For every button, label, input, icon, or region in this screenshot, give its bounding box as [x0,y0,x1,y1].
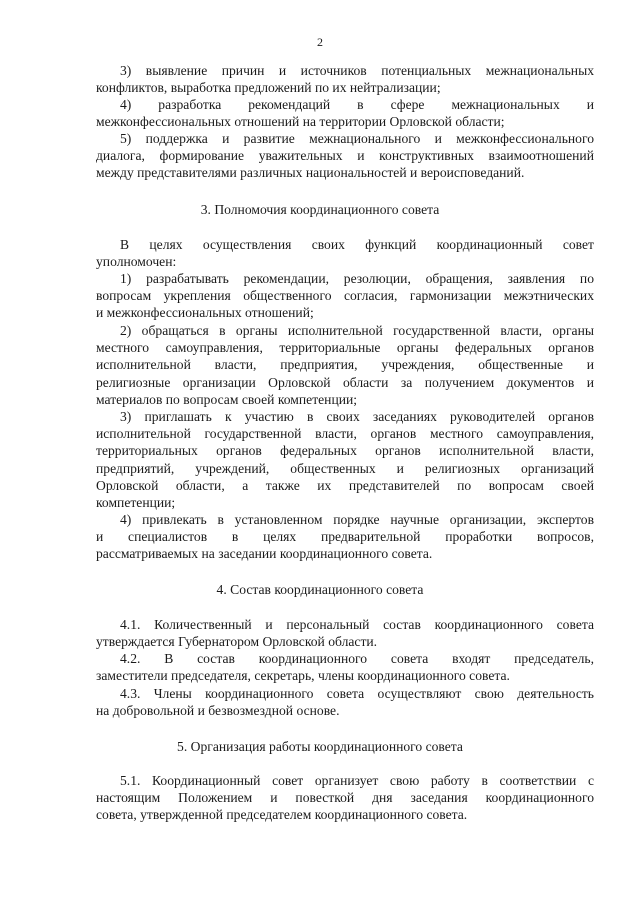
list-item [96,322,594,408]
text-line: 1) разрабатывать рекомендации, резолюции, обращения, заявления по [120,271,594,286]
text-line: и межконфессиональных отношений; [96,305,314,321]
text-line: 5.1. Координационный совет организует свою работу в соответствии с [120,773,594,788]
section-heading: 3. Полномочия координационного совета [200,202,440,217]
list-item [96,772,594,824]
text-line: межконфессиональных отношений на территории Орловской области; [96,114,505,130]
text-line: территориальных органов федеральных органов исполнительной власти, [96,443,594,459]
section-heading: 5. Организация работы координационного совета [177,739,463,754]
text-line: 5) поддержка и развитие межнационального и межконфессионального [120,131,594,146]
list-item [96,130,594,182]
text-line: конфликтов, выработка предложений по их нейтрализации; [96,80,441,96]
list-item [96,685,594,719]
text-line: 4) разработка рекомендаций в сфере межнациональных и [120,97,594,112]
text-line: 4.1. Количественный и персональный состав координационного совета [120,617,594,632]
text-line: на добровольной и безвозмездной основе. [96,703,340,719]
text-line: материалов по вопросам своей компетенции; [96,391,358,407]
text-line: исполнительной государственной власти, органов местного самоуправления, [96,426,594,442]
section-intro [96,236,594,270]
text-line: религиозные организации Орловской области за получением документов и [96,374,594,390]
section-heading: 4. Состав координационного совета [216,582,424,597]
page-number: 2 [317,35,323,49]
list-item [96,62,594,96]
list-item [96,650,594,684]
text-line: утверждается Губернатором Орловской области. [96,634,378,650]
text-line: между представителями различных национальностей и вероисповеданий. [96,165,525,181]
text-line: диалога, формирование уважительных и конструктивных взаимоотношений [96,148,594,164]
text-line: 4) привлекать в установленном порядке научные организации, экспертов [120,512,594,527]
list-item [96,408,594,511]
text-line: рассматриваемых на заседании координационного совета. [96,546,433,562]
text-line: Орловской области, а также их представителей по вопросам своей [96,477,594,493]
text-line: 4.3. Члены координационного совета осуществляют свою деятельность [120,686,594,701]
text-line: совета, утвержденной председателем координационного совета. [96,807,468,823]
text-line: 3) выявление причин и источников потенциальных межнациональных [120,63,594,78]
text-line: 3) приглашать к участию в своих заседаниях руководителей органов [120,409,594,424]
list-item [96,96,594,130]
text-line: исполнительной власти, предприятия, учреждения, общественные и [96,357,594,373]
text-line: 2) обращаться в органы исполнительной государственной власти, органы [120,323,594,338]
list-item [96,616,594,650]
text-line: местного самоуправления, территориальные органы федеральных органов [96,340,594,356]
list-item [96,270,594,322]
text-line: и специалистов в целях предварительной проработки вопросов, [96,529,594,545]
text-line: В целях осуществления своих функций координационный совет [120,237,594,252]
text-line: вопросам укрепления общественного согласия, гармонизации межэтнических [96,288,594,304]
text-line: заместители председателя, секретарь, члены координационного совета. [96,668,510,684]
text-line: уполномочен: [96,254,177,270]
text-line: настоящим Положением и повесткой дня заседания координационного [96,790,594,806]
text-line: компетенции; [96,494,176,510]
text-line: 4.2. В состав координационного совета входят председатель, [120,651,594,666]
text-line: предприятий, учреждений, общественных и религиозных организаций [96,460,594,476]
list-item [96,511,594,563]
